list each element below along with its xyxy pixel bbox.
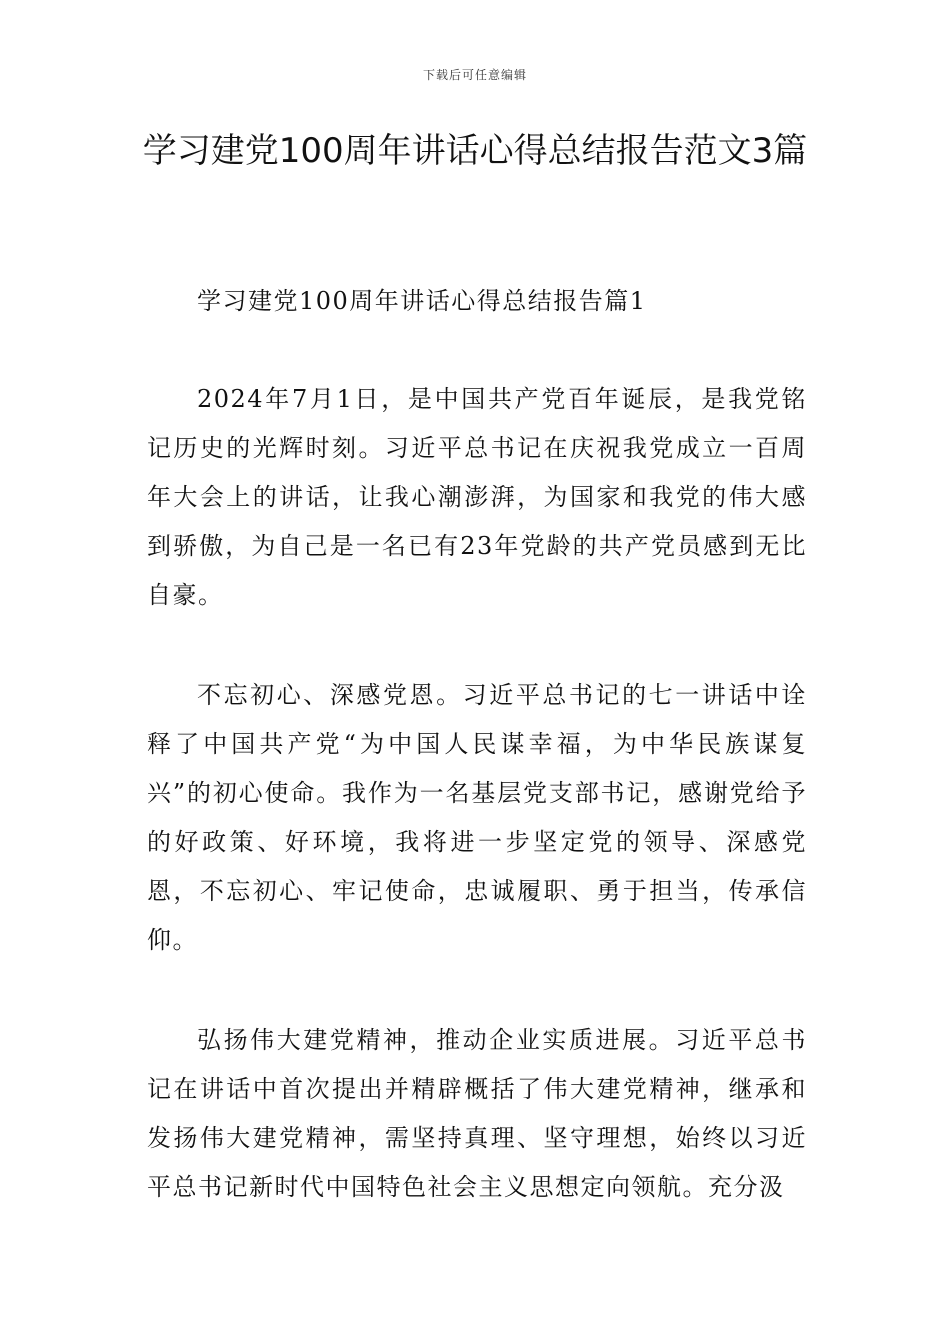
paragraph-2: 不忘初心、深感党恩。习近平总书记的七一讲话中诠释了中国共产党“为中国人民谋幸福，为中华民族谋复兴”的初心使命。我作为一名基层党支部书记，感谢党给予的好政策、好环境，我将进一步坚定党的领导、深感党恩，不忘初心、牢记使命，忠诚履职、勇于担当，传承信仰。 <box>147 681 807 954</box>
paragraph-3: 弘扬伟大建党精神，推动企业实质进展。习近平总书记在讲话中首次提出并精辟概括了伟大建党精神，继承和发扬伟大建党精神，需坚持真理、坚守理想，始终以习近平总书记新时代中国特色社会主义思想定向领航。充分汲 <box>147 1026 807 1201</box>
document-title: 学习建党100周年讲话心得总结报告范文3篇 <box>142 131 808 171</box>
header-note: 下载后可任意编辑 <box>422 68 527 82</box>
section-heading: 学习建党100周年讲话心得总结报告篇1 <box>197 287 647 315</box>
paragraph-1: 2024年7月1日，是中国共产党百年诞辰，是我党铭记历史的光辉时刻。习近平总书记在庆祝我党成立一百周年大会上的讲话，让我心潮澎湃，为国家和我党的伟大感到骄傲，为自己是一名已有23年党龄的共产党员感到无比自豪。 <box>147 385 807 609</box>
